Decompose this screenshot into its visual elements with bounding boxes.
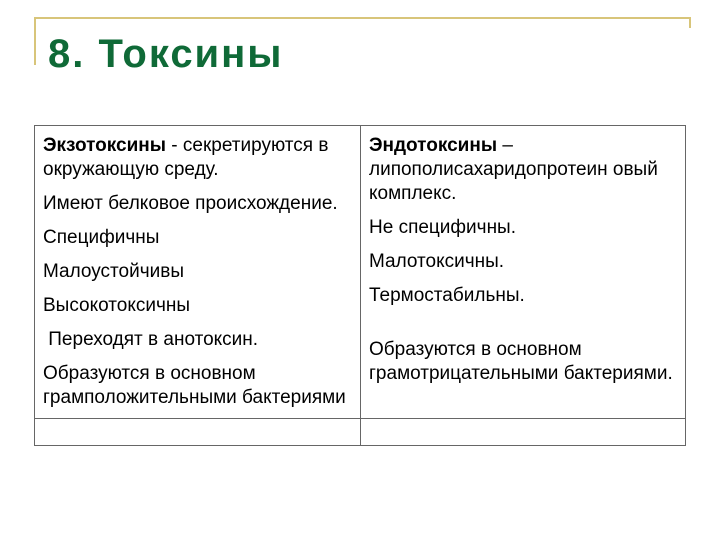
comparison-table bbox=[34, 125, 686, 446]
exotoxins-line: Малоустойчивы bbox=[43, 261, 184, 282]
endotoxins-line: липополисахаридопротеин овый комплекс. bbox=[369, 159, 658, 204]
endotoxins-heading-paragraph bbox=[369, 134, 677, 206]
exotoxins-line: секретируются в окружающую среду. bbox=[43, 135, 329, 180]
endotoxins-line: Малотоксичны. bbox=[369, 251, 505, 272]
table-row bbox=[35, 126, 686, 419]
endotoxins-line: Не специфичны. bbox=[369, 217, 516, 238]
exotoxins-line: Образуются в основном грамположительными бактериями bbox=[43, 363, 346, 408]
slide-title: 8. Токсины bbox=[48, 32, 284, 76]
decorative-right-tick bbox=[689, 17, 691, 28]
exotoxins-cell bbox=[35, 126, 361, 419]
endotoxins-heading: Эндотоксины bbox=[369, 135, 498, 156]
exotoxins-line: Имеют белковое происхождение. bbox=[43, 193, 338, 214]
exotoxins-line: Специфичны bbox=[43, 227, 160, 248]
exotoxins-heading-dash: - bbox=[166, 135, 183, 156]
table-row-empty bbox=[35, 419, 686, 446]
exotoxins-heading-paragraph bbox=[43, 134, 352, 182]
decorative-top-line bbox=[34, 17, 690, 19]
endotoxins-cell bbox=[361, 126, 686, 419]
decorative-left-line bbox=[34, 17, 36, 65]
endotoxins-heading-dash: – bbox=[497, 135, 513, 156]
endotoxins-line: Образуются в основном грамотрицательными бактериями. bbox=[369, 339, 673, 384]
empty-cell bbox=[35, 419, 361, 446]
exotoxins-line: Переходят в анотоксин. bbox=[43, 329, 259, 350]
exotoxins-line: Высокотоксичны bbox=[43, 295, 191, 316]
endotoxins-line: Термостабильны. bbox=[369, 285, 525, 306]
empty-cell bbox=[361, 419, 686, 446]
exotoxins-heading: Экзотоксины bbox=[43, 135, 166, 156]
